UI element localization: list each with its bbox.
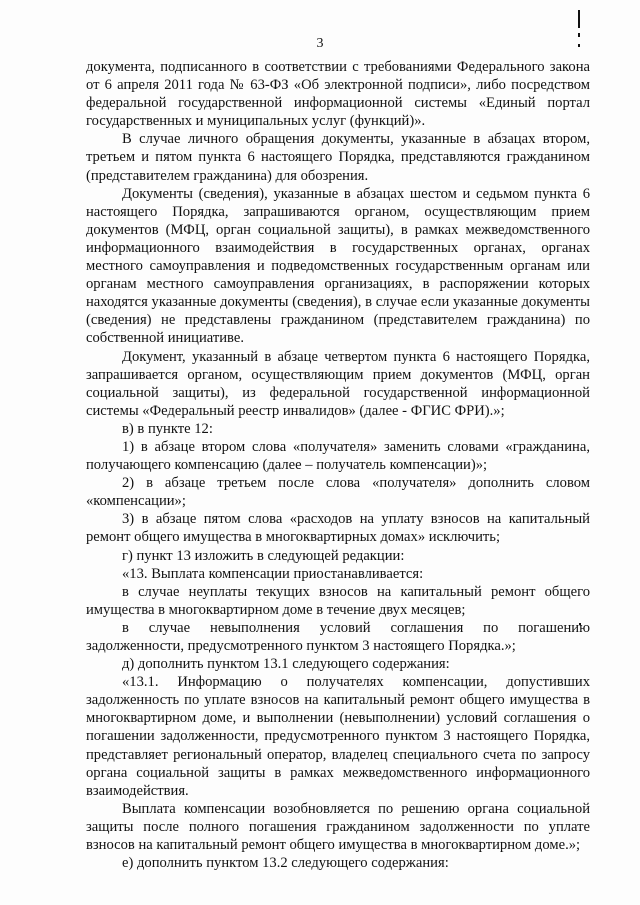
paragraph: Документ, указанный в абзаце четвертом пункта 6 настоящего Порядка, запрашивается органом, осуществляющим прием документов (МФЦ, орган социальной защиты), из федеральной государственной информационной системы «Федеральный реестр инвалидов» (далее - ФГИС ФРИ).»; (86, 348, 590, 419)
paragraph: е) дополнить пунктом 13.2 следующего содержания: (122, 855, 449, 872)
paragraph: в случае невыполнения условий соглашения по погашению задолженности, предусмотренного пунктом 3 настоящего Порядка.»; (86, 619, 590, 654)
paragraph: В случае личного обращения документы, указанные в абзацах втором, третьем и пятом пункта 6 настоящего Порядка, представляются гражданином (представителем гражданина) для обозрения. (86, 131, 590, 184)
page-number: 3 (316, 36, 324, 51)
paragraph: в) в пункте 12: (122, 420, 213, 437)
paragraph: 1) в абзаце втором слова «получателя» заменить словами «гражданина, получающего компенсацию (далее – получатель компенсации)»; (86, 438, 590, 474)
scan-artifact-mark (578, 33, 580, 37)
scan-artifact-mark (578, 44, 580, 47)
paragraph: «13.1. Информацию о получателях компенсации, допустивших задолженность по уплате взносов на капитальный ремонт общего имущества в многоквартирном доме, и выполнении (невыполнении) условий соглашения о погашении задолженности, предусмотренного пунктом 3 настоящего Порядка, представляет региональный оператор, владелец специального счета по запросу органа социальной защиты в рамках межведомственного информационного взаимодействия. (86, 674, 590, 799)
paragraph: 3) в абзаце пятом слова «расходов на уплату взносов на капитальный ремонт общего имущества в многоквартирных домах» исключить; (86, 511, 590, 546)
paragraph: документа, подписанного в соответствии с требованиями Федерального закона от 6 апреля 2011 года № 63-ФЗ «Об электронной подписи», либо посредством федеральной государственной информационной системы «Единый портал государственных и муниципальных услуг (функций)». (86, 59, 590, 130)
paragraph: Выплата компенсации возобновляется по решению органа социальной защиты после полного погашения гражданином задолженности по уплате взносов на капитальный ремонт общего имущества в многоквартирном доме.»; (86, 800, 590, 854)
paragraph: д) дополнить пунктом 13.1 следующего содержания: (122, 656, 450, 673)
paragraph: «13. Выплата компенсации приостанавливается: (122, 565, 424, 582)
scan-artifact-mark (578, 10, 580, 28)
paragraph: 2) в абзаце третьем после слова «получателя» дополнить словом «компенсации»; (86, 475, 590, 510)
paragraph: Документы (сведения), указанные в абзацах шестом и седьмом пункта 6 настоящего Порядка, запрашиваются органом, осуществляющим прием документов (МФЦ, орган социальной защиты), в рамках межведомственного информационного взаимодействия в государственных органах, органах местного самоуправления и подведомственных государственным органам или органам местного самоуправления организациях, в распоряжении которых находятся указанные документы (сведения), в случае если указанные документы (сведения) не представлены гражданином (представителем гражданина) по собственной инициативе. (86, 185, 590, 347)
paragraph: г) пункт 13 изложить в следующей редакции: (122, 547, 405, 564)
paragraph: в случае неуплаты текущих взносов на капитальный ремонт общего имущества в многоквартирном доме в течение двух месяцев; (86, 583, 590, 618)
document-body (86, 58, 590, 872)
